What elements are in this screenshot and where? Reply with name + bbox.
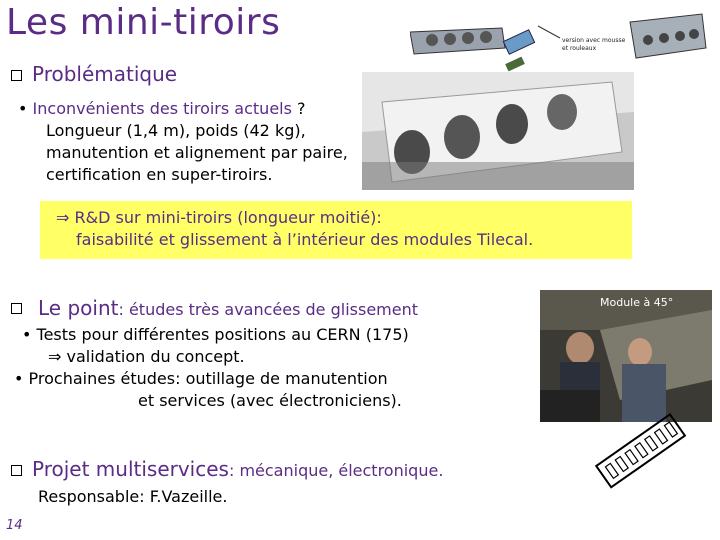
section2-line: et services (avec électroniciens). [138,391,402,410]
highlight-text [56,207,533,251]
implies-arrow-icon: ⇒ [48,347,67,366]
highlight-line-1: R&D sur mini-tiroirs (longueur moitié): [74,208,382,227]
section1-bullet [11,70,22,81]
section2-bullet [11,303,22,314]
section2-line: Tests pour différentes positions au CERN (175) [36,325,409,344]
drawing-label-2: et rouleaux [562,45,597,52]
subbullet-dot-icon: • [22,325,37,344]
section2-heading-row [38,296,418,320]
lab-photo [540,290,712,422]
section3-heading: Projet multiservices [32,457,229,481]
drawer-photo-svg [362,72,634,190]
section3-heading-row [32,457,443,481]
section1-sub-label: Inconvénients des tiroirs actuels [32,99,292,118]
section2-line: validation du concept. [66,347,245,366]
drawing-svg [410,10,710,80]
section2-line: Prochaines études: outillage de manutention [28,369,388,388]
page-number: 14 [6,518,23,533]
rail-sketch-svg [590,410,690,490]
section1-line: Longueur (1,4 m), poids (42 kg), [46,121,306,140]
section3-heading-rest: : mécanique, électronique. [228,461,444,480]
lab-photo-label: Module à 45° [600,296,674,309]
slide-title: Les mini-tiroirs [6,2,281,43]
drawer-photo [362,72,634,190]
section1-sub-q: ? [291,99,306,118]
section2-heading: Le point [38,296,119,320]
section3-bullet [11,465,22,476]
section3-responsable: Responsable: F.Vazeille. [38,487,228,506]
lab-photo-svg [540,290,712,422]
section1-lines [46,120,348,186]
section1-subbullet [18,98,306,120]
highlight-line-2: faisabilité et glissement à l’intérieur des modules Tilecal. [76,230,534,249]
section1-line: manutention et alignement par paire, [46,143,348,162]
section2-heading-rest: : études très avancées de glissement [118,300,419,319]
implies-arrow-icon: ⇒ [56,208,75,227]
drawing-label-1: version avec mousse [562,37,626,44]
section2-lines [14,324,409,412]
subbullet-dot-icon: • [14,369,29,388]
rail-sketch [590,410,690,490]
drawer-technical-drawing [410,10,710,80]
section1-heading: Problématique [32,62,178,86]
section1-line: certification en super-tiroirs. [46,165,273,184]
subbullet-dot-icon: • [18,99,28,118]
